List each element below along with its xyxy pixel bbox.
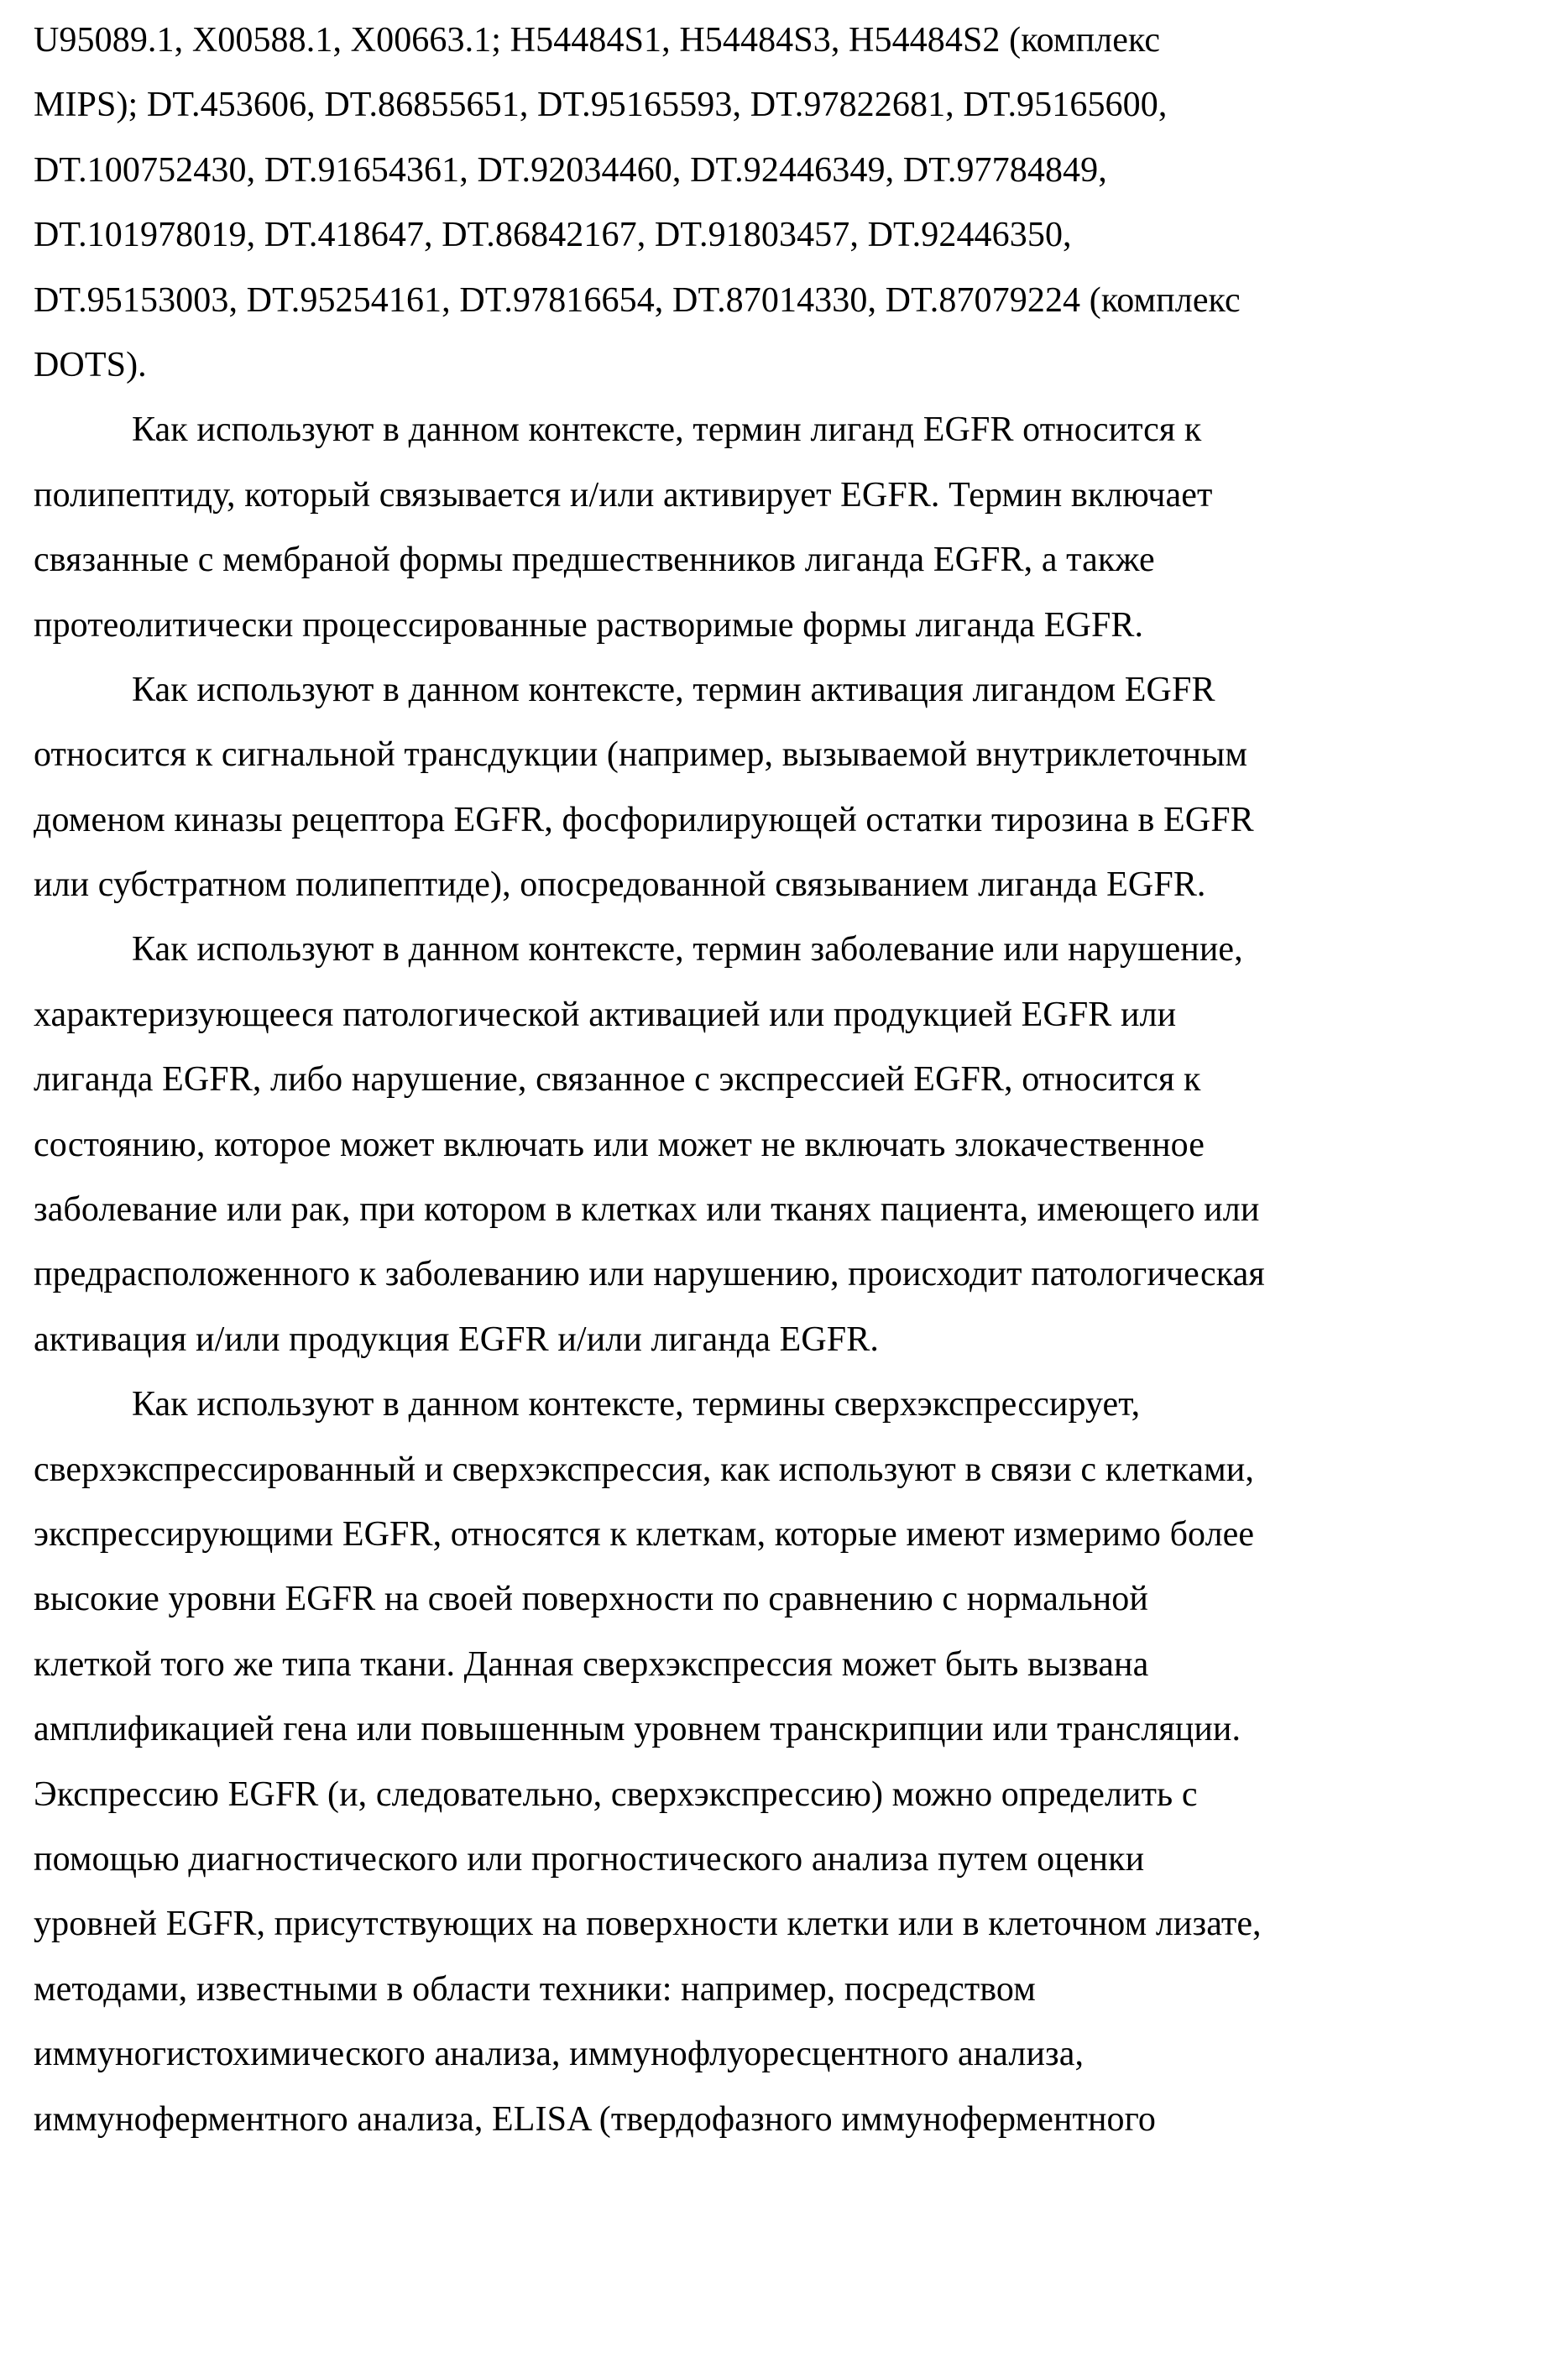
text-line: сверхэкспрессированный и сверхэкспрессия, как используют в связи с клетками, [34, 1450, 1254, 1489]
text-line: Как используют в данном контексте, термин лиганд EGFR относится к [132, 410, 1202, 450]
text-line: иммуногистохимического анализа, иммунофлуоресцентного анализа, [34, 2035, 1085, 2074]
text-line: характеризующееся патологической активацией или продукцией EGFR или [34, 995, 1177, 1034]
text-line: U95089.1, X00588.1, X00663.1; H54484S1, H54484S3, H54484S2 (комплекс [34, 21, 1161, 60]
disease-disorder-paragraph [34, 917, 1553, 1372]
text-line: связанные с мембраной формы предшественников лиганда EGFR, а также [34, 541, 1155, 580]
text-line: DOTS). [34, 345, 147, 384]
text-line: относится к сигнальной трансдукции (например, вызываемой внутриклеточным [34, 735, 1248, 775]
text-line: лиганда EGFR, либо нарушение, связанное с экспрессией EGFR, относится к [34, 1060, 1201, 1100]
text-line: Как используют в данном контексте, термин активация лигандом EGFR [132, 670, 1215, 709]
text-line: активация и/или продукция EGFR и/или лиганда EGFR. [34, 1320, 879, 1359]
text-line: Экспрессию EGFR (и, следовательно, сверхэкспрессию) можно определить с [34, 1774, 1198, 1814]
document-page [34, 8, 1553, 2152]
text-line: клеткой того же типа ткани. Данная сверхэкспрессия может быть вызвана [34, 1644, 1149, 1684]
text-line: DT.101978019, DT.418647, DT.86842167, DT.91803457, DT.92446350, [34, 216, 1072, 255]
text-line: предрасположенного к заболеванию или нарушению, происходит патологическая [34, 1255, 1265, 1294]
text-line: состоянию, которое может включать или может не включать злокачественное [34, 1125, 1205, 1164]
text-line: методами, известными в области техники: например, посредством [34, 1969, 1036, 2009]
text-line: уровней EGFR, присутствующих на поверхности клетки или в клеточном лизате, [34, 1905, 1262, 1944]
text-line: заболевание или рак, при котором в клетках или тканях пациента, имеющего или [34, 1190, 1260, 1230]
text-line: DT.100752430, DT.91654361, DT.92034460, DT.92446349, DT.97784849, [34, 150, 1107, 190]
text-line: экспрессирующими EGFR, относятся к клеткам, которые имеют измеримо более [34, 1514, 1255, 1554]
text-line: Как используют в данном контексте, термин заболевание или нарушение, [132, 930, 1243, 969]
overexpression-paragraph [34, 1372, 1553, 2152]
text-line: или субстратном полипептиде), опосредованной связыванием лиганда EGFR. [34, 865, 1206, 905]
text-line: высокие уровни EGFR на своей поверхности по сравнению с нормальной [34, 1580, 1148, 1619]
egfr-ligand-activation-paragraph [34, 658, 1553, 918]
text-line: амплификацией гена или повышенным уровнем транскрипции или трансляции. [34, 1710, 1241, 1749]
text-line: иммуноферментного анализа, ELISA (твердофазного иммуноферментного [34, 2099, 1157, 2139]
text-line: Как используют в данном контексте, термины сверхэкспрессирует, [132, 1385, 1141, 1424]
text-line: DT.95153003, DT.95254161, DT.97816654, DT.87014330, DT.87079224 (комплекс [34, 280, 1241, 320]
text-line: MIPS); DT.453606, DT.86855651, DT.95165593, DT.97822681, DT.95165600, [34, 86, 1168, 125]
accession-list-paragraph [34, 8, 1553, 398]
egfr-ligand-definition-paragraph [34, 398, 1553, 658]
text-line: доменом киназы рецептора EGFR, фосфорилирующей остатки тирозина в EGFR [34, 800, 1254, 839]
text-line: помощью диагностического или прогностического анализа путем оценки [34, 1839, 1145, 1879]
text-line: полипептиду, который связывается и/или активирует EGFR. Термин включает [34, 475, 1213, 515]
text-line: протеолитически процессированные растворимые формы лиганда EGFR. [34, 605, 1144, 645]
